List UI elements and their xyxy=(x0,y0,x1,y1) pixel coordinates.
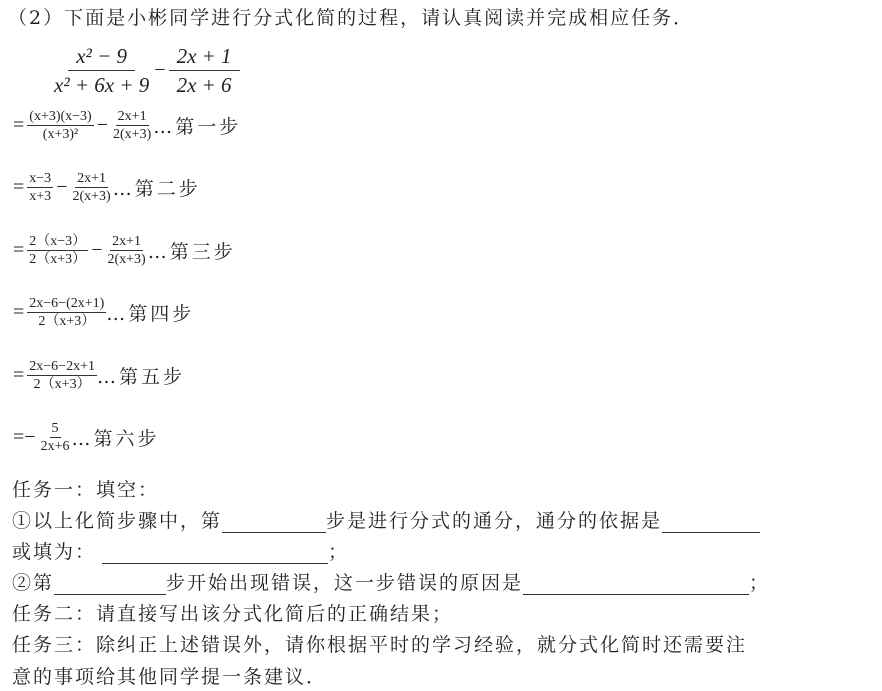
denominator: 2(x+3) xyxy=(113,127,152,142)
text: ； xyxy=(749,572,771,594)
fraction xyxy=(27,295,106,330)
numerator: (x+3)(x−3) xyxy=(29,109,92,124)
text: ①以上化简步骤中，第 xyxy=(12,510,223,532)
numerator: 2（x−3） xyxy=(29,234,87,249)
fraction xyxy=(70,170,112,205)
step-3 xyxy=(10,233,236,268)
task3-text-cont: 意的事项给其他同学提一条建议． xyxy=(12,666,328,688)
step-label: …第三步 xyxy=(147,241,236,263)
fraction xyxy=(27,170,53,205)
original-expression xyxy=(52,42,240,99)
fraction xyxy=(27,233,88,268)
denominator: 2x + 6 xyxy=(176,73,232,97)
numerator: 2x−6−2x+1 xyxy=(29,359,95,374)
denominator: x+3 xyxy=(29,189,52,204)
task1-question1-alt xyxy=(12,540,349,564)
task3-text: 任务三：除纠正上述错误外，请你根据平时的学习经验，就分式化简时还需要注 xyxy=(12,634,748,656)
denominator: 2(x+3) xyxy=(72,189,111,204)
equals-sign: = xyxy=(13,176,25,198)
fraction xyxy=(111,108,153,143)
step-1 xyxy=(10,108,241,143)
numerator: 2x+1 xyxy=(112,234,142,249)
minus-sign: − xyxy=(56,176,68,198)
denominator: 2（x+3） xyxy=(38,314,96,329)
numerator: 2x+1 xyxy=(77,171,107,186)
task1-title: 任务一：填空： xyxy=(12,479,160,501)
step-label: …第一步 xyxy=(153,116,242,138)
fraction xyxy=(52,42,151,99)
equals-sign: = xyxy=(13,114,25,136)
text: ； xyxy=(328,541,350,563)
answer-blank[interactable] xyxy=(523,574,749,595)
minus-sign: − xyxy=(96,114,109,136)
text: 步开始出现错误，这一步错误的原因是 xyxy=(166,572,524,594)
text: 或填为： xyxy=(12,541,97,563)
fraction xyxy=(39,420,72,455)
step-5 xyxy=(10,358,185,393)
denominator: 2（x+3） xyxy=(33,377,91,392)
fraction xyxy=(27,358,97,393)
fraction xyxy=(169,42,240,99)
text: ②第 xyxy=(12,572,55,594)
numerator: 2x + 1 xyxy=(169,42,240,71)
minus-sign: − xyxy=(154,59,166,81)
task2-text: 任务二：请直接写出该分式化简后的正确结果； xyxy=(12,603,454,625)
step-2 xyxy=(10,170,201,205)
numerator: x² − 9 xyxy=(68,42,135,71)
numerator: x−3 xyxy=(29,171,52,186)
denominator: x² + 6x + 9 xyxy=(54,73,150,97)
numerator: 5 xyxy=(51,421,59,436)
answer-blank[interactable] xyxy=(102,543,328,564)
equals-sign: = xyxy=(13,301,25,323)
step-4 xyxy=(10,295,194,330)
answer-blank[interactable] xyxy=(54,574,166,595)
equals-sign: =− xyxy=(13,426,36,448)
step-label: …第四步 xyxy=(106,303,195,325)
numerator: 2x+1 xyxy=(117,109,147,124)
step-6 xyxy=(10,420,159,455)
step-label: …第二步 xyxy=(112,178,201,200)
fraction xyxy=(27,108,93,143)
text: 步是进行分式的通分，通分的依据是 xyxy=(326,510,663,532)
step-label: …第五步 xyxy=(96,366,185,388)
intro-text: （2）下面是小彬同学进行分式化简的过程，请认真阅读并完成相应任务． xyxy=(8,7,695,29)
numerator: 2x−6−(2x+1) xyxy=(29,296,105,311)
minus-sign: − xyxy=(91,239,103,261)
denominator: 2（x+3） xyxy=(29,252,87,267)
denominator: (x+3)² xyxy=(42,127,79,142)
task1-question1 xyxy=(12,509,760,533)
fraction xyxy=(105,233,147,268)
equals-sign: = xyxy=(13,239,25,261)
equals-sign: = xyxy=(13,364,25,386)
step-label: …第六步 xyxy=(71,428,160,450)
answer-blank[interactable] xyxy=(222,512,326,533)
answer-blank[interactable] xyxy=(662,512,760,533)
denominator: 2(x+3) xyxy=(107,252,146,267)
denominator: 2x+6 xyxy=(40,439,70,454)
task1-question2 xyxy=(12,571,770,595)
